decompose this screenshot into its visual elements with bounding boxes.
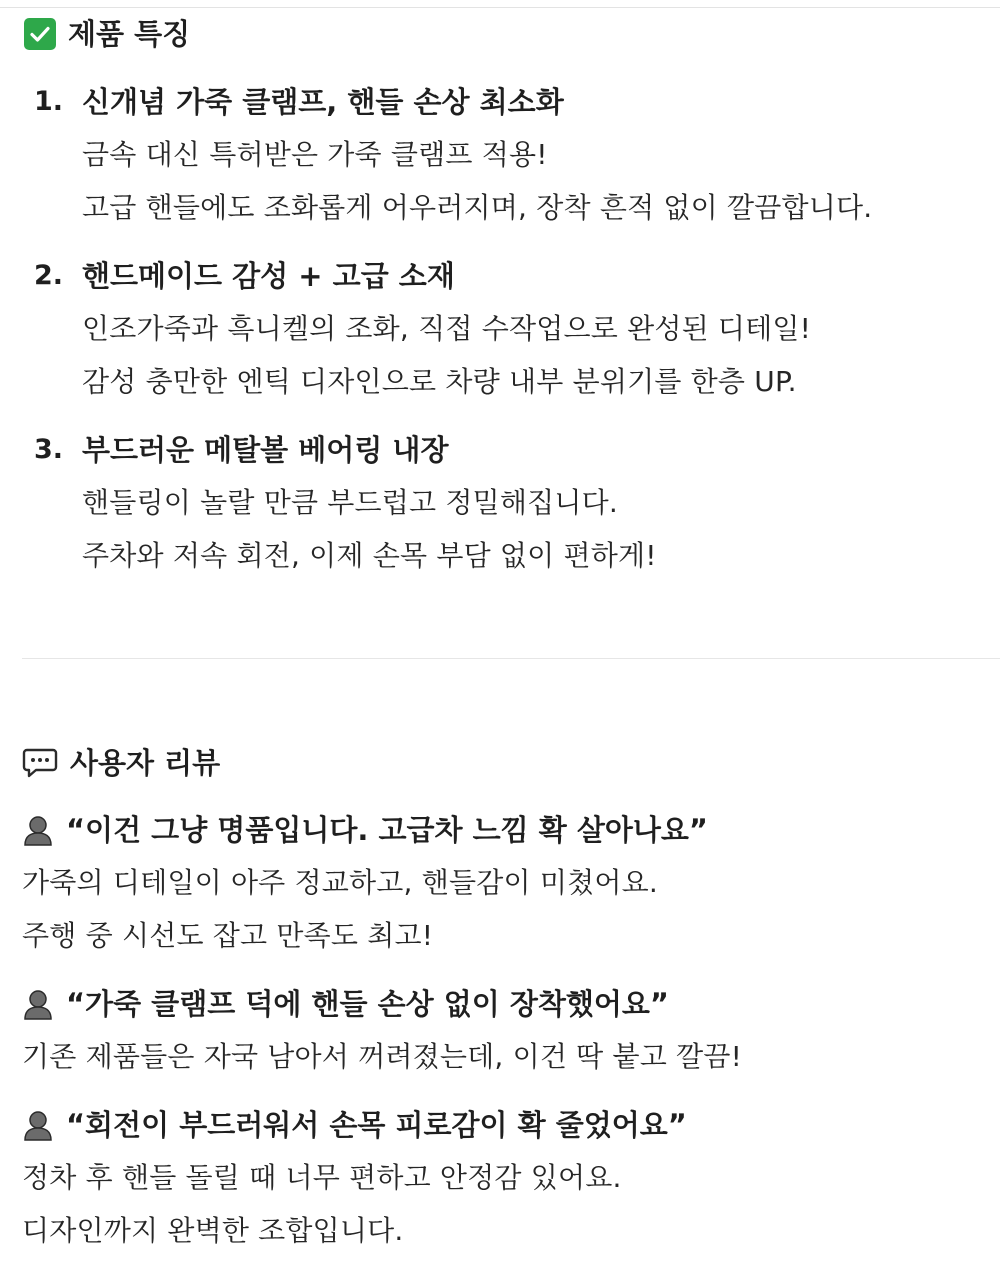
review-quote: “이건 그냥 명품입니다. 고급차 느낌 확 살아나요” (66, 813, 708, 847)
section-divider (22, 658, 1000, 659)
feature-title: 신개념 가죽 클램프, 핸들 손상 최소화 (82, 85, 564, 119)
feature-description-line: 고급 핸들에도 조화롭게 어우러지며, 장착 흔적 없이 깔끔합니다. (82, 191, 873, 224)
features-heading (24, 14, 190, 54)
bust-silhouette-icon (22, 814, 54, 846)
review-body-line: 주행 중 시선도 잡고 만족도 최고! (22, 919, 434, 952)
review-body-line: 디자인까지 완벽한 조합입니다. (22, 1214, 404, 1247)
review-quote: “회전이 부드러워서 손목 피로감이 확 줄었어요” (66, 1108, 687, 1142)
review-title (22, 1105, 687, 1145)
bust-silhouette-icon (22, 1109, 54, 1141)
feature-description-line: 인조가죽과 흑니켈의 조화, 직접 수작업으로 완성된 디테일! (82, 312, 812, 345)
review-title (22, 984, 669, 1024)
review-body-line: 정차 후 핸들 돌릴 때 너무 편하고 안정감 있어요. (22, 1161, 622, 1194)
feature-description-line: 금속 대신 특허받은 가죽 클램프 적용! (82, 138, 548, 171)
feature-description-line: 핸들링이 놀랄 만큼 부드럽고 정밀해집니다. (82, 486, 618, 519)
feature-number: 3. (34, 434, 64, 465)
review-quote: “가죽 클램프 덕에 핸들 손상 없이 장착했어요” (66, 987, 669, 1021)
top-divider (0, 7, 1000, 8)
feature-description-line: 감성 충만한 엔틱 디자인으로 차량 내부 분위기를 한층 UP. (82, 365, 797, 398)
speech-bubble-icon (22, 747, 58, 779)
review-body-line: 가죽의 디테일이 아주 정교하고, 핸들감이 미쳤어요. (22, 866, 658, 899)
feature-description-line: 주차와 저속 회전, 이제 손목 부담 없이 편하게! (82, 539, 657, 572)
feature-title: 핸드메이드 감성 + 고급 소재 (82, 259, 455, 293)
review-title (22, 810, 708, 850)
reviews-heading (22, 743, 220, 783)
review-body-line: 기존 제품들은 자국 남아서 꺼려졌는데, 이건 딱 붙고 깔끔! (22, 1040, 743, 1073)
feature-number: 2. (34, 260, 64, 291)
feature-title: 부드러운 메탈볼 베어링 내장 (82, 433, 449, 467)
check-mark-icon (24, 18, 56, 50)
reviews-heading-label: 사용자 리뷰 (70, 746, 221, 780)
features-heading-label: 제품 특징 (68, 17, 191, 51)
feature-number: 1. (34, 86, 64, 117)
bust-silhouette-icon (22, 988, 54, 1020)
